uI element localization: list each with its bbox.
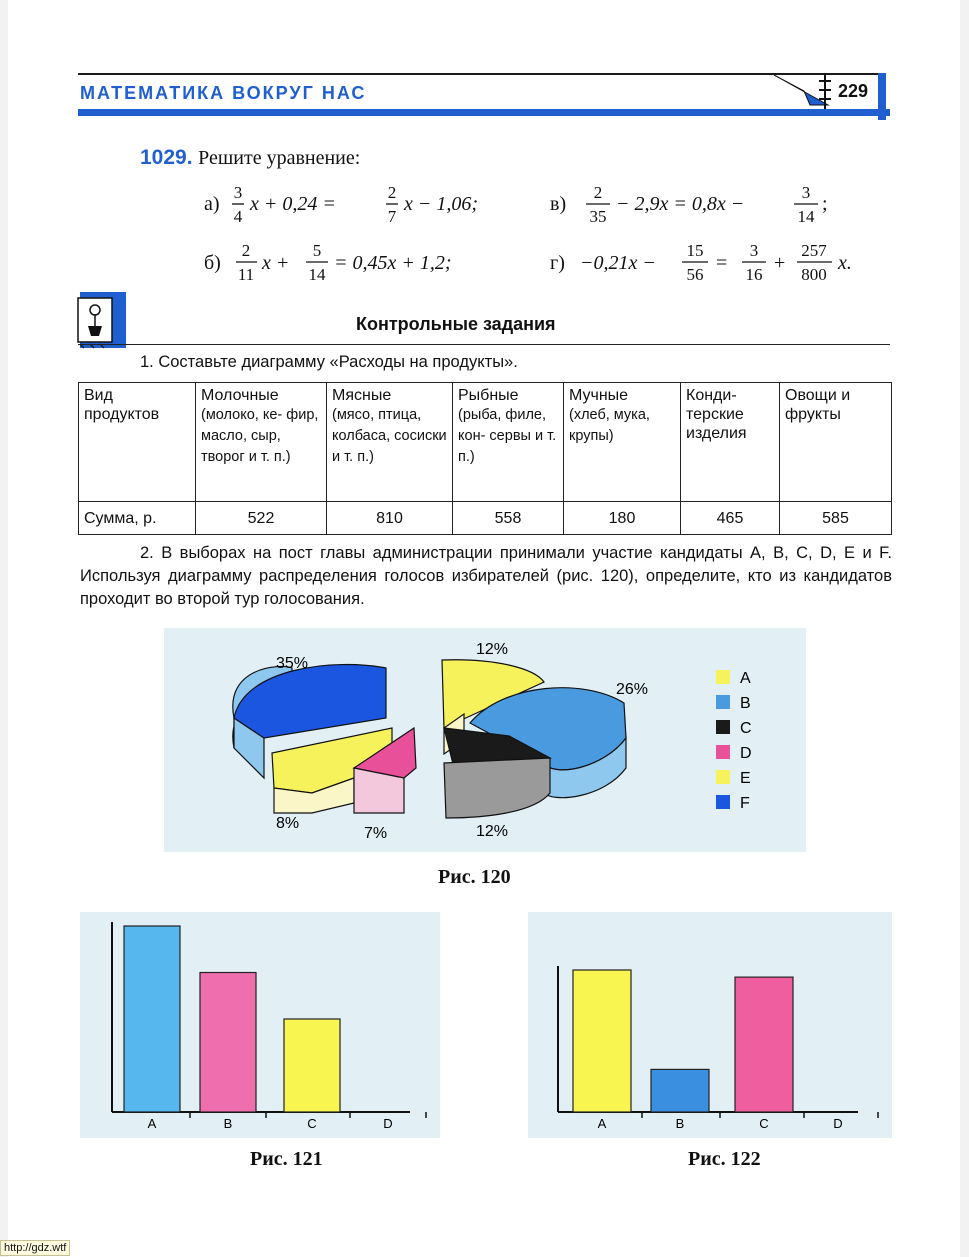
v-m2: ; xyxy=(822,193,828,215)
g-m3: x. xyxy=(838,252,852,274)
legend-swatch-d xyxy=(716,745,730,759)
header-underline xyxy=(78,109,890,116)
g-f1d: 56 xyxy=(686,265,704,284)
a-f1d: 4 xyxy=(233,207,243,226)
v-f1n: 2 xyxy=(593,183,603,202)
v-f2n: 3 xyxy=(801,183,811,202)
x-tick-label-c: C xyxy=(759,1116,769,1131)
bar-c xyxy=(284,1019,340,1112)
b-f1n: 2 xyxy=(241,241,251,260)
legend-swatch-b xyxy=(716,695,730,709)
section-title: Контрольные задания xyxy=(356,314,556,334)
table-cell: Молочные (молоко, ке- фир, масло, сыр, творог и т. п.) xyxy=(196,383,327,502)
pie-label-d: 7% xyxy=(364,825,388,842)
legend-swatch-a xyxy=(716,670,730,684)
sum-cell: 465 xyxy=(681,502,780,535)
a-f2n: 2 xyxy=(387,183,397,202)
b-f2n: 5 xyxy=(312,241,322,260)
equations xyxy=(200,180,890,290)
g-f1n: 15 xyxy=(686,241,704,260)
table-cell: Овощи и фрукты xyxy=(780,383,892,502)
label-g: г) xyxy=(550,252,565,274)
products-table xyxy=(78,382,892,535)
chapter-title: МАТЕМАТИКА ВОКРУГ НАС xyxy=(80,83,367,103)
problem-heading xyxy=(140,146,360,170)
label-a: а) xyxy=(204,193,220,215)
sum-cell: 180 xyxy=(564,502,681,535)
table-cell: Рыбные (рыба, филе, кон- сервы и т. п.) xyxy=(453,383,564,502)
x-tick-label-d: D xyxy=(383,1116,393,1131)
table-row xyxy=(79,502,892,535)
legend-label-b: B xyxy=(740,695,751,712)
g-f2d: 16 xyxy=(745,265,763,284)
table-cell: Мучные (хлеб, мука, крупы) xyxy=(564,383,681,502)
b-m2: = 0,45x + 1,2; xyxy=(334,252,452,274)
source-url[interactable]: http://gdz.wtf xyxy=(0,1240,70,1256)
pie-label-e: 8% xyxy=(276,815,300,832)
g-m2: + xyxy=(774,252,786,274)
bar-chart-122 xyxy=(528,912,892,1138)
b-f1d: 11 xyxy=(237,265,255,284)
v-f1d: 35 xyxy=(589,207,607,226)
b-m1: x + xyxy=(262,252,290,274)
legend-label-d: D xyxy=(740,745,752,762)
x-tick-label-a: A xyxy=(147,1116,157,1131)
header-corner-bar xyxy=(878,73,886,120)
legend-swatch-c xyxy=(716,720,730,734)
problem-number: 1029. xyxy=(140,146,193,169)
bar-chart-121 xyxy=(80,912,440,1138)
a-f1n: 3 xyxy=(233,183,243,202)
sum-cell: 585 xyxy=(780,502,892,535)
legend-label-f: F xyxy=(740,795,750,812)
flower-pot-icon xyxy=(76,296,116,350)
legend-label-c: C xyxy=(740,720,752,737)
page-number: 229 xyxy=(838,81,869,101)
x-tick-label-a: A xyxy=(597,1116,607,1131)
g-f2n: 3 xyxy=(749,241,759,260)
table-row xyxy=(79,383,892,502)
figure-caption: Рис. 121 xyxy=(250,1148,323,1170)
task1-text: 1. Составьте диаграмму «Расходы на продукты». xyxy=(140,353,518,371)
sum-cell: 522 xyxy=(196,502,327,535)
g-f3d: 800 xyxy=(801,265,827,284)
table-cell: Мясные (мясо, птица, колбаса, сосиски и т. п.) xyxy=(327,383,453,502)
page-header xyxy=(78,73,884,115)
sum-cell: 558 xyxy=(453,502,564,535)
a-m1: x + 0,24 = xyxy=(250,193,336,215)
pie-label-a: 12% xyxy=(476,641,509,658)
pie-legend xyxy=(716,670,752,812)
section-divider xyxy=(78,344,890,345)
row-header: Вид продуктов xyxy=(79,383,196,502)
figure-caption: Рис. 122 xyxy=(688,1148,761,1170)
sum-cell: 810 xyxy=(327,502,453,535)
pie-label-b: 26% xyxy=(616,681,649,698)
b-f2d: 14 xyxy=(308,265,326,284)
legend-label-a: A xyxy=(740,670,751,687)
pie-chart xyxy=(164,628,806,852)
x-tick-label-c: C xyxy=(307,1116,317,1131)
label-v: в) xyxy=(550,193,567,215)
bar-c xyxy=(735,977,793,1112)
bar-b xyxy=(651,1069,709,1112)
g-pre: −0,21x − xyxy=(580,252,656,274)
v-f2d: 14 xyxy=(797,207,815,226)
task2-text: 2. В выборах на пост главы администрации принимали участие кандидаты A, B, C, D, E и F. Используя диаграмму распределения голосов избирателей (рис. 120), определите, кто из кандидатов проходит во второй тур голосования. xyxy=(80,544,892,608)
x-tick-label-b: B xyxy=(223,1116,233,1131)
v-m1: − 2,9x = 0,8x − xyxy=(616,193,745,215)
label-b: б) xyxy=(204,252,221,274)
g-f3n: 257 xyxy=(801,241,827,260)
figure-caption: Рис. 120 xyxy=(438,866,511,888)
table-cell: Конди- терские изделия xyxy=(681,383,780,502)
g-m1: = xyxy=(716,252,728,274)
pie-label-c: 12% xyxy=(476,823,509,840)
a-f2d: 7 xyxy=(387,207,397,226)
legend-label-e: E xyxy=(740,770,751,787)
legend-swatch-f xyxy=(716,795,730,809)
a-m2: x − 1,06; xyxy=(404,193,479,215)
problem-text: Решите уравнение: xyxy=(198,147,361,169)
x-tick-label-b: B xyxy=(675,1116,685,1131)
pie-label-f: 35% xyxy=(276,655,309,672)
bar-a xyxy=(124,926,180,1112)
sum-label: Сумма, р. xyxy=(79,502,196,535)
x-tick-label-d: D xyxy=(833,1116,843,1131)
spiral-binding-icon xyxy=(818,73,832,111)
bar-b xyxy=(200,973,256,1113)
bar-a xyxy=(573,970,631,1112)
legend-swatch-e xyxy=(716,770,730,784)
